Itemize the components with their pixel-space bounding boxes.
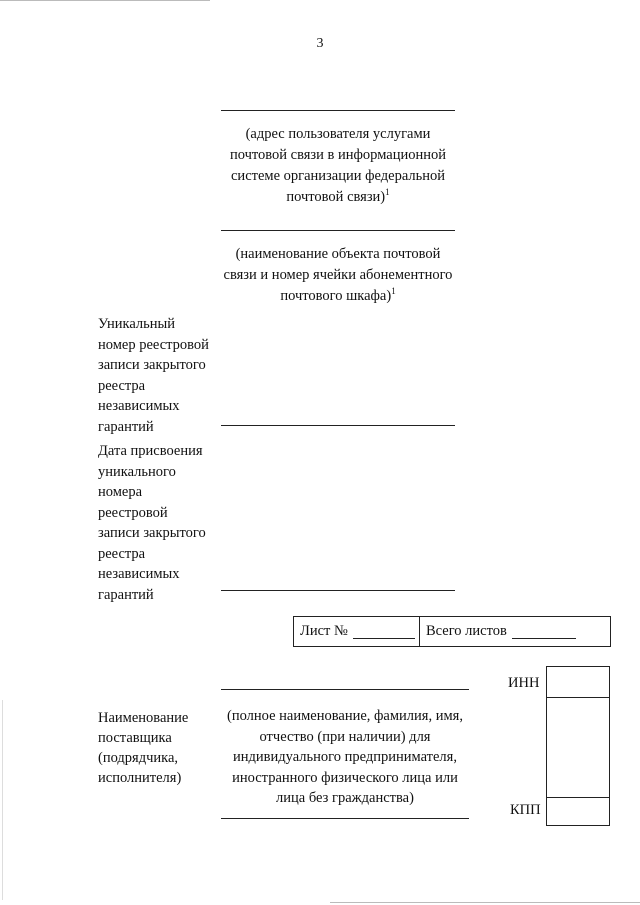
inn-field[interactable]	[547, 667, 609, 696]
scan-top-edge	[0, 0, 210, 1]
supplier-label: Наименование поставщика (подрядчика, исполнителя)	[98, 710, 189, 786]
postal-object-input-line[interactable]	[221, 230, 455, 231]
sheet-number-label: Лист №	[300, 623, 348, 639]
inn-field-divider	[547, 697, 609, 698]
registry-number-input-line[interactable]	[221, 425, 455, 426]
supplier-caption: (полное наименование, фамилия, имя, отчество (при наличии) для индивидуального предпринимателя, иностранного физического лица или лица без гражданства)	[227, 708, 463, 806]
address-footnote-mark: 1	[385, 187, 390, 198]
kpp-label: КПП	[510, 802, 541, 818]
sheet-number-cell	[294, 617, 420, 646]
supplier-bottom-line[interactable]	[221, 818, 469, 819]
sheet-total-field[interactable]	[512, 624, 576, 639]
postal-object-footnote-mark: 1	[391, 286, 396, 297]
inn-label: ИНН	[508, 675, 540, 691]
sheet-info-box	[293, 616, 611, 647]
registry-number-label: Уникальный номер реестровой записи закрытого реестра независимых гарантий	[98, 316, 209, 435]
sheet-total-cell	[420, 617, 610, 646]
postal-object-caption: (наименование объекта почтовой связи и номер ячейки абонементного почтового шкафа)$^1$	[223, 246, 453, 304]
supplier-top-line[interactable]	[221, 689, 469, 690]
registry-date-input-line[interactable]	[221, 590, 455, 591]
scan-bottom-edge	[330, 902, 640, 903]
scan-left-edge	[2, 700, 3, 900]
address-caption: (адрес пользователя услугами почтовой связи в информационной системе организации федеральной почтовой связи)$^1$	[229, 126, 447, 205]
address-input-line[interactable]	[221, 110, 455, 111]
registry-date-label: Дата присвоения уникального номера реестровой записи закрытого реестра независимых гарантий	[98, 443, 206, 603]
sheet-total-label: Всего листов	[426, 623, 507, 639]
kpp-field[interactable]	[547, 797, 609, 825]
page-number: 3	[316, 36, 324, 51]
sheet-number-field[interactable]	[353, 624, 415, 639]
